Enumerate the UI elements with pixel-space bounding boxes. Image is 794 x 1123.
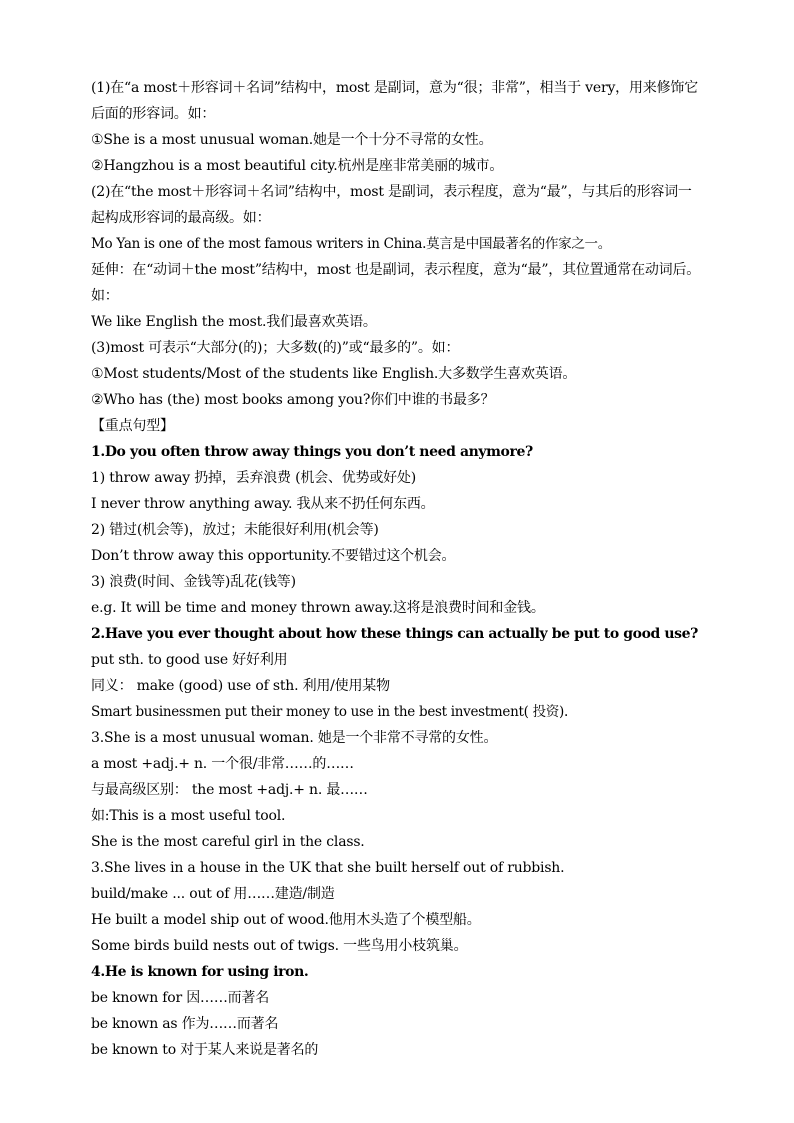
- note-line: 1) throw away 扔掉，丢弃浪费 (机会、优势或好处): [91, 470, 417, 486]
- paragraph-most-very: (1)在“a most＋形容词＋名词”结构中，most 是副词，意为“很；非常”，相当于 very，用来修饰它后面的形容词。如：: [91, 80, 698, 122]
- key-sentence-3b: 3.She lives in a house in the UK that she built herself out of rubbish.: [91, 860, 565, 876]
- note-line: She is the most careful girl in the class.: [91, 834, 365, 850]
- example-sentence: ②Hangzhou is a most beautiful city.杭州是座非常美丽的城市。: [91, 158, 504, 174]
- key-sentence-2: 2.Have you ever thought about how these things can actually be put to good use?: [91, 626, 698, 642]
- note-line: Don’t throw away this opportunity.不要错过这个机会。: [91, 548, 456, 564]
- example-sentence: We like English the most.我们最喜欢英语。: [91, 314, 377, 330]
- example-sentence: ①She is a most unusual woman.她是一个十分不寻常的女性。: [91, 132, 493, 148]
- example-sentence: ②Who has (the) most books among you?你们中谁的书最多？: [91, 392, 495, 408]
- note-line: be known for 因……而著名: [91, 990, 270, 1006]
- note-line: build/make ... out of 用……建造/制造: [91, 886, 335, 902]
- example-sentence: Mo Yan is one of the most famous writers in China.莫言是中国最著名的作家之一。: [91, 236, 611, 252]
- key-sentence-3: 3.She is a most unusual woman. 她是一个非常不寻常的女性。: [91, 730, 498, 746]
- note-line: e.g. It will be time and money thrown away.这将是浪费时间和金钱。: [91, 600, 545, 616]
- note-line: He built a model ship out of wood.他用木头造了个模型船。: [91, 912, 481, 928]
- note-line: Smart businessmen put their money to use in the best investment( 投资).: [91, 704, 568, 720]
- key-sentence-4: 4.He is known for using iron.: [91, 964, 309, 980]
- paragraph-the-most: (2)在“the most＋形容词＋名词”结构中，most 是副词，表示程度，意为“最”，与其后的形容词一起构成形容词的最高级。如：: [91, 184, 692, 226]
- note-line: 如:This is a most useful tool.: [91, 808, 286, 824]
- note-line: be known as 作为……而著名: [91, 1016, 279, 1032]
- paragraph-most-majority: (3)most 可表示“大部分(的)；大多数(的)”或“最多的”。如：: [91, 340, 460, 356]
- note-line: Some birds build nests out of twigs. 一些鸟用小枝筑巢。: [91, 938, 468, 954]
- note-line: 3) 浪费(时间、金钱等)乱花(钱等): [91, 574, 296, 590]
- section-heading: 【重点句型】: [91, 418, 174, 434]
- note-line: 与最高级区别： the most +adj.+ n. 最……: [91, 782, 368, 798]
- note-line: a most +adj.+ n. 一个很/非常……的……: [91, 756, 354, 772]
- key-sentence-1: 1.Do you often throw away things you don’t need anymore?: [91, 444, 533, 460]
- note-line: 同义： make (good) use of sth. 利用/使用某物: [91, 678, 390, 694]
- example-sentence: ①Most students/Most of the students like English.大多数学生喜欢英语。: [91, 366, 577, 382]
- document-page: [91, 75, 703, 1063]
- note-line: be known to 对于某人来说是著名的: [91, 1042, 319, 1058]
- note-line: I never throw anything away. 我从来不扔任何东西。: [91, 496, 435, 512]
- note-line: 2) 错过(机会等)，放过；未能很好利用(机会等): [91, 522, 379, 538]
- note-line: put sth. to good use 好好利用: [91, 652, 288, 668]
- paragraph-extension: 延伸：在“动词＋the most”结构中，most 也是副词，表示程度，意为“最”，其位置通常在动词后。如：: [91, 262, 701, 304]
